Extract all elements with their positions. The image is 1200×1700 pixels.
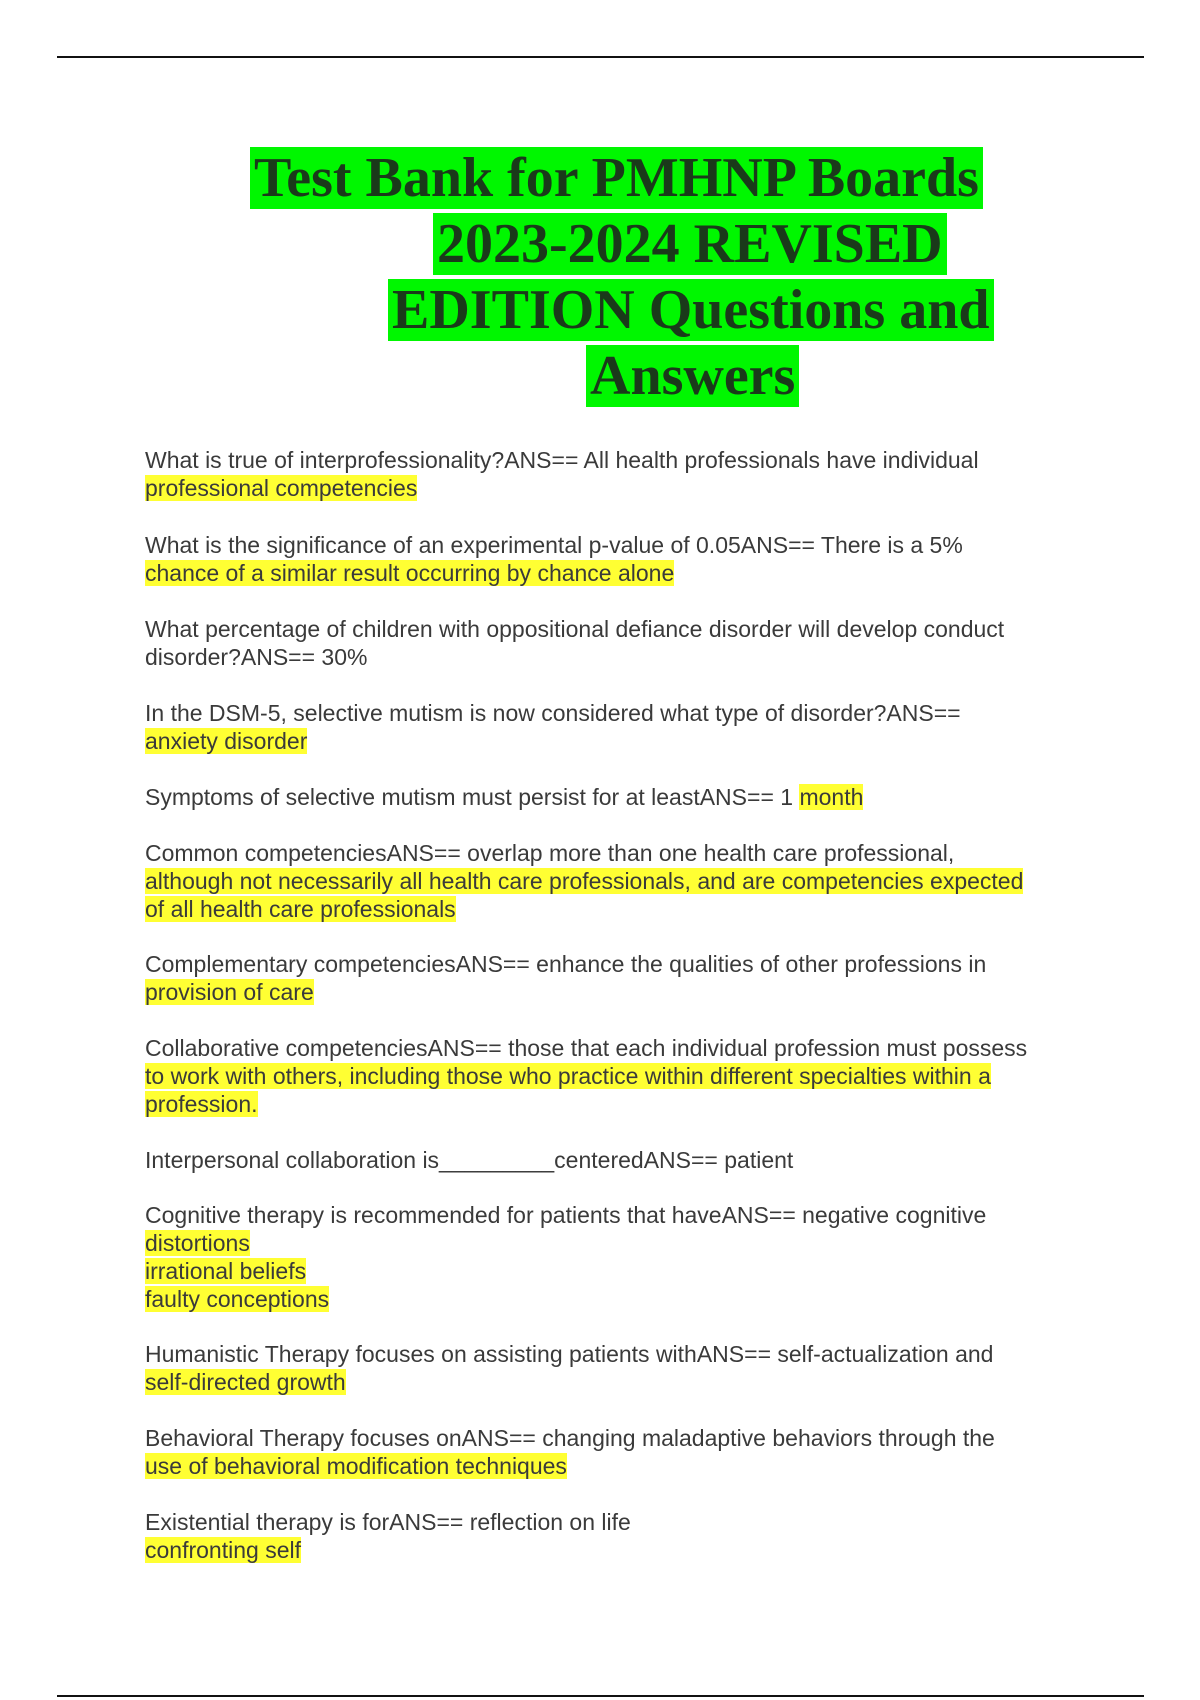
qa-line — [145, 699, 1095, 727]
qa-highlight: to work with others, including those who practice within different specialties within a — [145, 1063, 991, 1089]
qa-text: disorder?ANS== 30% — [145, 644, 368, 670]
qa-text: Existential therapy is forANS== reflection on life — [145, 1509, 631, 1535]
qa-line — [145, 1257, 1095, 1285]
bottom-rule — [57, 1695, 1144, 1697]
qa-item — [145, 699, 1095, 755]
qa-item — [145, 531, 1095, 587]
qa-text: What is true of interprofessionality?ANS== All health professionals have individual — [145, 447, 979, 473]
qa-item — [145, 1508, 1095, 1564]
qa-text: Complementary competenciesANS== enhance the qualities of other professions in — [145, 951, 987, 977]
qa-highlight: profession. — [145, 1091, 258, 1117]
qa-highlight: provision of care — [145, 979, 314, 1005]
qa-item — [145, 446, 1095, 502]
qa-highlight: distortions — [145, 1230, 250, 1256]
qa-highlight: of all health care professionals — [145, 896, 456, 922]
qa-text: Collaborative competenciesANS== those that each individual profession must possess — [145, 1035, 1028, 1061]
qa-line — [145, 1285, 1095, 1313]
qa-line — [145, 615, 1095, 643]
qa-text: Humanistic Therapy focuses on assisting patients withANS== self-actualization and — [145, 1341, 994, 1367]
qa-line — [145, 531, 1095, 559]
qa-highlight: chance of a similar result occurring by chance alone — [145, 560, 675, 586]
qa-item — [145, 1201, 1095, 1313]
qa-line — [145, 446, 1095, 474]
qa-highlight: faulty conceptions — [145, 1286, 330, 1312]
title-line: 2023-2024 REVISED — [433, 213, 947, 275]
qa-line — [145, 559, 1095, 587]
qa-line — [145, 978, 1095, 1006]
qa-text: Interpersonal collaboration is_________centeredANS== patient — [145, 1147, 794, 1173]
qa-line — [145, 783, 1095, 811]
qa-text: Common competenciesANS== overlap more than one health care professional, — [145, 840, 955, 866]
document-title — [250, 145, 1010, 409]
qa-line — [145, 1034, 1095, 1062]
qa-line — [145, 895, 1095, 923]
qa-text: Behavioral Therapy focuses onANS== changing maladaptive behaviors through the — [145, 1425, 995, 1451]
qa-highlight: professional competencies — [145, 475, 418, 501]
qa-text: What percentage of children with oppositional defiance disorder will develop conduct — [145, 616, 1005, 642]
qa-highlight: irrational beliefs — [145, 1258, 307, 1284]
qa-item — [145, 950, 1095, 1006]
qa-item — [145, 1146, 1095, 1174]
title-line: EDITION Questions and — [388, 279, 994, 341]
qa-line — [145, 839, 1095, 867]
qa-line — [145, 950, 1095, 978]
qa-highlight: use of behavioral modification techniques — [145, 1453, 567, 1479]
qa-line — [145, 1090, 1095, 1118]
qa-line — [145, 1368, 1095, 1396]
qa-line — [145, 1340, 1095, 1368]
qa-highlight: self-directed growth — [145, 1369, 346, 1395]
qa-line — [145, 1508, 1095, 1536]
qa-item — [145, 1340, 1095, 1396]
qa-line — [145, 1424, 1095, 1452]
qa-line — [145, 1452, 1095, 1480]
qa-line — [145, 1146, 1095, 1174]
qa-highlight: month — [799, 784, 864, 810]
qa-highlight: confronting self — [145, 1537, 301, 1563]
qa-line — [145, 1201, 1095, 1229]
qa-item — [145, 839, 1095, 923]
qa-line — [145, 867, 1095, 895]
title-line: Test Bank for PMHNP Boards — [250, 147, 983, 209]
qa-text: Symptoms of selective mutism must persist for at leastANS== 1 — [145, 784, 800, 810]
qa-line — [145, 643, 1095, 671]
qa-item — [145, 1034, 1095, 1118]
qa-highlight: although not necessarily all health care professionals, and are competencies expected — [145, 868, 1024, 894]
top-rule — [57, 56, 1144, 58]
qa-line — [145, 474, 1095, 502]
qa-text: What is the significance of an experimental p-value of 0.05ANS== There is a 5% — [145, 532, 963, 558]
qa-line — [145, 727, 1095, 755]
qa-item — [145, 1424, 1095, 1480]
qa-text: In the DSM-5, selective mutism is now considered what type of disorder?ANS== — [145, 700, 961, 726]
title-line: Answers — [586, 345, 799, 407]
qa-item — [145, 783, 1095, 811]
qa-highlight: anxiety disorder — [145, 728, 308, 754]
qa-line — [145, 1229, 1095, 1257]
qa-line — [145, 1536, 1095, 1564]
qa-item — [145, 615, 1095, 671]
qa-text: Cognitive therapy is recommended for patients that haveANS== negative cognitive — [145, 1202, 987, 1228]
qa-line — [145, 1062, 1095, 1090]
